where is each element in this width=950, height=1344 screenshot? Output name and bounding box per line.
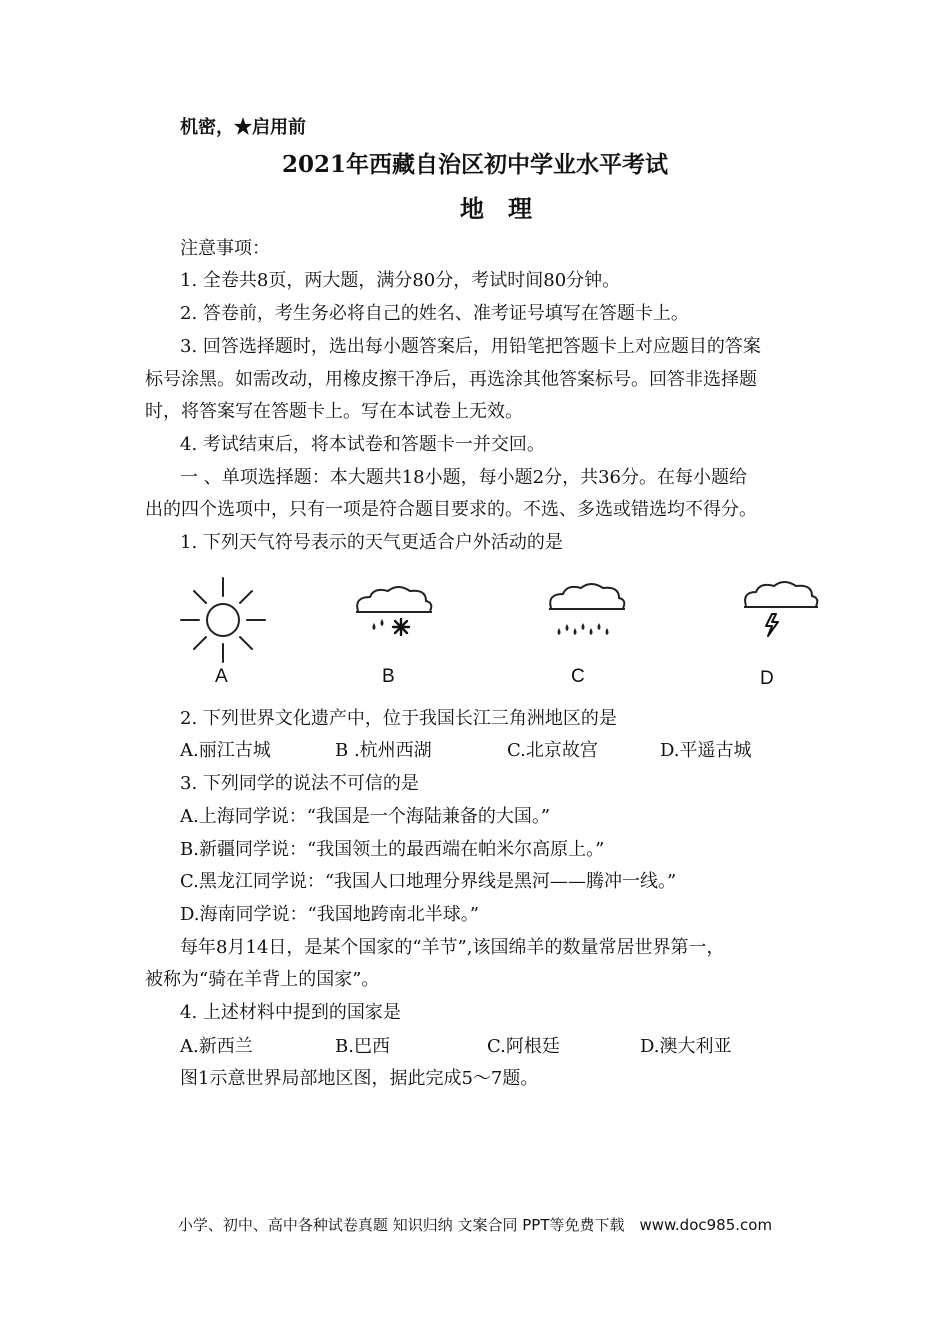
notice-item-2: 2. 答卷前，考生务必将自己的姓名、准考证号填写在答题卡上。 xyxy=(180,303,689,324)
question-2-option-d: D.平遥古城 xyxy=(660,740,752,761)
sun-icon xyxy=(178,575,268,665)
section-1-line-1: 一 、单项选择题：本大题共18小题，每小题2分，共36分。在每小题给 xyxy=(180,467,747,488)
question-2-stem: 2. 下列世界文化遗产中，位于我国长江三角洲地区的是 xyxy=(180,708,617,729)
notice-item-3-line-2: 标号涂黑。如需改动，用橡皮擦干净后，再选涂其他答案标号。回答非选择题 xyxy=(145,369,757,390)
exam-title: 2021年西藏自治区初中学业水平考试 xyxy=(281,151,668,178)
question-4-stem: 4. 上述材料中提到的国家是 xyxy=(180,1002,401,1023)
question-2-option-b: B .杭州西湖 xyxy=(335,740,432,761)
thunderstorm-icon xyxy=(740,580,820,640)
weather-option-label-a: A xyxy=(215,666,228,687)
weather-option-label-c: C xyxy=(571,666,585,687)
question-2-option-a: A.丽江古城 xyxy=(180,740,271,761)
question-2-option-c: C.北京故宫 xyxy=(507,740,598,761)
question-3-option-d: D.海南同学说：“我国地跨南北半球。” xyxy=(180,904,479,925)
notice-heading: 注意事项： xyxy=(180,238,270,259)
notice-item-3-line-1: 3. 回答选择题时，选出每小题答案后，用铅笔把答题卡上对应题目的答案 xyxy=(180,336,761,357)
material-line-2: 被称为“骑在羊背上的国家”。 xyxy=(145,969,380,990)
map-intro: 图1示意世界局部地区图，据此完成5～7题。 xyxy=(180,1068,539,1089)
question-4-option-d: D.澳大利亚 xyxy=(640,1036,732,1057)
question-4-option-a: A.新西兰 xyxy=(180,1036,253,1057)
question-3-option-a: A.上海同学说：“我国是一个海陆兼备的大国。” xyxy=(180,806,551,827)
subject-title: 地 理 xyxy=(460,194,532,223)
question-3-option-c: C.黑龙江同学说：“我国人口地理分界线是黑河——腾冲一线。” xyxy=(180,871,677,892)
weather-option-label-d: D xyxy=(760,668,774,689)
question-3-stem: 3. 下列同学的说法不可信的是 xyxy=(180,773,419,794)
material-line-1: 每年8月14日，是某个国家的“羊节”,该国绵羊的数量常居世界第一， xyxy=(180,937,725,958)
weather-option-label-b: B xyxy=(382,666,395,687)
question-3-option-b: B.新疆同学说：“我国领土的最西端在帕米尔高原上。” xyxy=(180,839,605,860)
notice-item-3-line-3: 时，将答案写在答题卡上。写在本试卷上无效。 xyxy=(145,401,523,422)
notice-item-1: 1. 全卷共8页，两大题，满分80分，考试时间80分钟。 xyxy=(180,270,621,291)
footer-ad-text: 小学、初中、高中各种试卷真题 知识归纳 文案合同 PPT等免费下载 www.doc985.com xyxy=(177,1216,773,1234)
rain-snow-icon xyxy=(352,585,436,645)
section-1-line-2: 出的四个选项中，只有一项是符合题目要求的。不选、多选或错选均不得分。 xyxy=(145,499,757,520)
heavy-rain-icon xyxy=(545,580,629,642)
question-1-stem: 1. 下列天气符号表示的天气更适合户外活动的是 xyxy=(180,532,563,553)
notice-item-4: 4. 考试结束后，将本试卷和答题卡一并交回。 xyxy=(180,434,545,455)
question-4-option-c: C.阿根廷 xyxy=(487,1036,560,1057)
secret-mark: 机密，★启用前 xyxy=(180,117,306,138)
question-4-option-b: B.巴西 xyxy=(335,1036,390,1057)
